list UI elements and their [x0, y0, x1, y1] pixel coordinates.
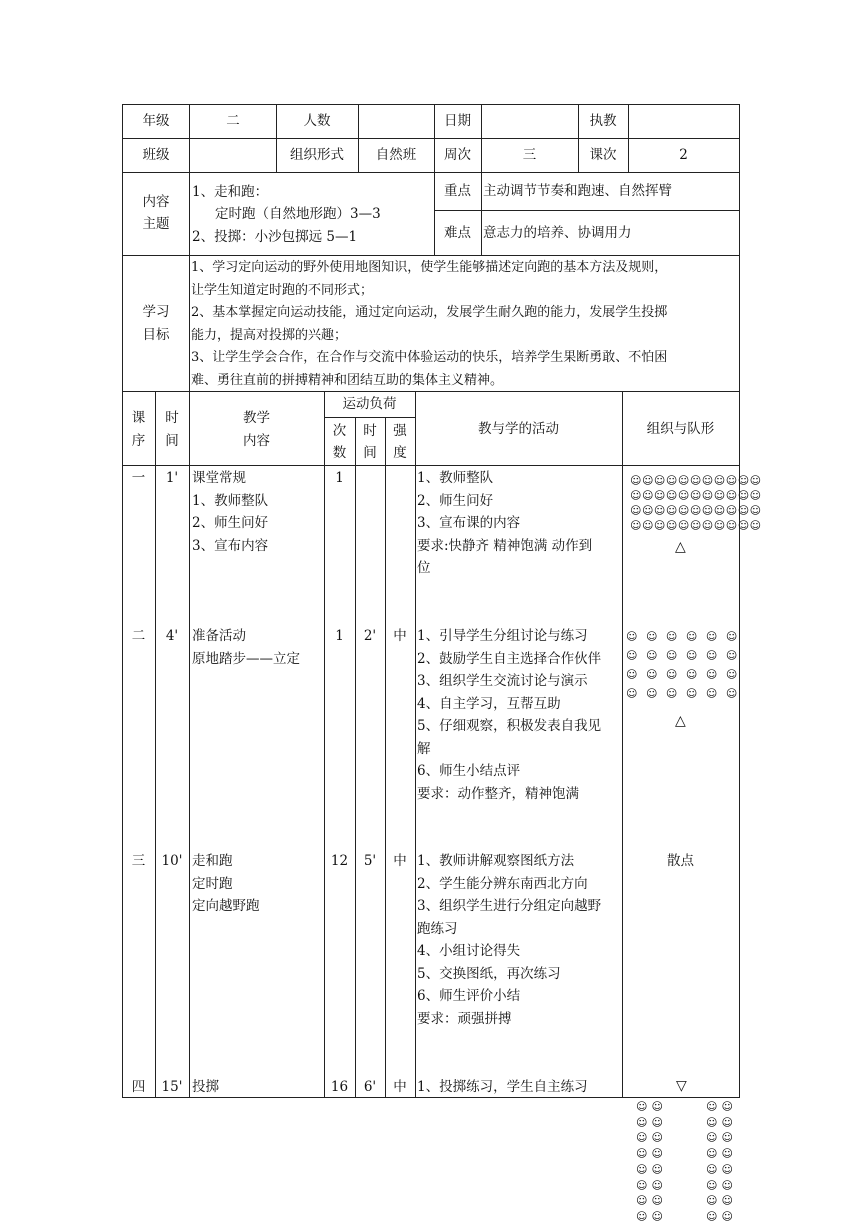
row3-count: 12: [330, 853, 349, 869]
row2-duration: 2': [363, 628, 377, 644]
formation-1-row-2: ☺☺☺☺☺☺☺☺☺☺☺: [630, 489, 762, 502]
row2-content-1: 准备活动: [192, 628, 246, 644]
row1-content-2: 1、教师整队: [192, 493, 269, 509]
row3-activity-4: 跑练习: [417, 921, 458, 937]
formation-1-row-4: ☺☺☺☺☺☺☺☺☺☺☺: [630, 519, 762, 532]
row3-activity-5: 4、小组讨论得失: [417, 943, 521, 959]
row1-activity-2: 2、师生问好: [417, 493, 494, 509]
row4-order: 四: [131, 1079, 146, 1095]
count-header-2: 数: [332, 445, 347, 461]
lesson-label: 课次: [589, 147, 617, 163]
formation-4-left-column: ☺☺ ☺☺ ☺☺ ☺☺ ☺☺ ☺☺ ☺☺ ☺☺: [636, 1100, 667, 1223]
triangle-down-icon: ▽: [676, 1078, 687, 1094]
row2-activity-1: 1、引导学生分组讨论与练习: [417, 628, 588, 644]
formation-2-row-3: ☺☺☺☺☺☺: [626, 668, 746, 681]
row3-content-2: 定时跑: [192, 876, 233, 892]
goal-line-2: 让学生知道定时跑的不同形式；: [191, 283, 374, 298]
row2-activity-4: 4、自主学习，互帮互助: [417, 696, 561, 712]
time-header-2: 间: [165, 433, 179, 449]
row3-formation: 散点: [667, 853, 694, 869]
goal-line-4: 能力，提高对投掷的兴趣；: [191, 328, 348, 343]
week-value: 三: [522, 147, 537, 163]
row4-content-1: 投掷: [192, 1079, 219, 1095]
activity-header: 教与学的活动: [478, 421, 559, 437]
focus-value: 主动调节节奏和跑速、自然挥臂: [483, 183, 672, 199]
row2-activity-3: 3、组织学生交流讨论与演示: [417, 673, 588, 689]
time-header-1: 时: [165, 410, 179, 426]
load-header: 运动负荷: [342, 396, 397, 412]
formation-2-row-2: ☺☺☺☺☺☺: [626, 649, 746, 662]
org-label: 组织形式: [290, 147, 344, 163]
week-label: 周次: [444, 147, 471, 163]
row3-duration: 5': [363, 853, 377, 869]
row4-activity-1: 1、投掷练习，学生自主练习: [417, 1079, 588, 1095]
grade-value: 二: [226, 113, 240, 129]
row3-activity-7: 6、师生评价小结: [417, 988, 521, 1004]
focus-label: 重点: [444, 183, 471, 199]
row3-activity-6: 5、交换图纸，再次练习: [417, 966, 561, 982]
duration-header-1: 时: [363, 423, 377, 439]
goal-line-5: 3、让学生学会合作，在合作与交流中体验运动的快乐，培养学生果断勇敢、不怕困: [191, 350, 668, 365]
row2-activity-2: 2、鼓励学生自主选择合作伙伴: [417, 651, 602, 667]
teach-header-1: 教学: [243, 410, 270, 426]
triangle-up-icon: △: [675, 539, 686, 555]
org-value: 自然班: [375, 147, 417, 163]
row1-activity-5: 位: [417, 560, 431, 576]
formation-2-row-4: ☺☺☺☺☺☺: [626, 687, 746, 700]
row3-content-1: 走和跑: [192, 853, 233, 869]
row3-content-3: 定向越野跑: [192, 898, 260, 914]
formation-2-row-1: ☺☺☺☺☺☺: [626, 630, 746, 643]
difficulty-label: 难点: [444, 225, 471, 241]
row4-duration: 6': [363, 1079, 377, 1095]
row1-content-4: 3、宣布内容: [192, 538, 269, 554]
order-header-2: 序: [131, 433, 146, 449]
order-header-1: 课: [131, 410, 146, 426]
row2-activity-8: 要求：动作整齐，精神饱满: [417, 786, 579, 802]
row3-activity-8: 要求：顽强拼搏: [417, 1011, 512, 1027]
row4-count: 16: [330, 1079, 349, 1095]
row3-intensity: 中: [393, 853, 407, 869]
row2-time: 4': [165, 628, 179, 644]
content-line-1: 1、走和跑：: [192, 184, 269, 200]
duration-header-2: 间: [363, 445, 377, 461]
grade-label: 年级: [142, 113, 170, 129]
content-label-2: 主题: [142, 216, 170, 232]
row1-activity-4: 要求:快静齐 精神饱满 动作到: [417, 538, 593, 554]
row3-activity-3: 3、组织学生进行分组定向越野: [417, 898, 602, 914]
row4-intensity: 中: [393, 1079, 407, 1095]
content-line-3: 2、投掷：小沙包掷远 5—1: [192, 229, 358, 245]
people-label: 人数: [303, 113, 331, 129]
row2-content-2: 原地踏步——立定: [192, 651, 300, 667]
row3-order: 三: [131, 853, 146, 869]
row1-time: 1': [165, 470, 179, 486]
intensity-header-1: 强: [393, 423, 407, 439]
row2-activity-6: 解: [417, 741, 431, 757]
row2-count: 1: [335, 628, 344, 644]
teach-header-2: 内容: [243, 433, 270, 449]
row2-order: 二: [131, 628, 146, 644]
date-label: 日期: [444, 113, 471, 129]
row3-time: 10': [161, 853, 183, 869]
class-label: 班级: [142, 147, 170, 163]
row1-activity-1: 1、教师整队: [417, 470, 494, 486]
row1-content-1: 课堂常规: [192, 470, 246, 486]
row3-activity-2: 2、学生能分辨东南西北方向: [417, 876, 588, 892]
lesson-value: 2: [679, 147, 688, 163]
content-label-1: 内容: [142, 194, 170, 210]
row4-time: 15': [161, 1079, 183, 1095]
row3-activity-1: 1、教师讲解观察图纸方法: [417, 853, 575, 869]
row2-activity-7: 6、师生小结点评: [417, 763, 521, 779]
intensity-header-2: 度: [393, 445, 407, 461]
row1-count: 1: [335, 470, 344, 486]
formation-header: 组织与队形: [646, 421, 715, 437]
row1-content-3: 2、师生问好: [192, 515, 269, 531]
formation-1-row-1: ☺☺☺☺☺☺☺☺☺☺☺: [630, 474, 762, 487]
goals-label-1: 学习: [142, 304, 170, 320]
teacher-label: 执教: [589, 113, 617, 129]
triangle-up-icon: △: [675, 713, 686, 729]
row2-activity-5: 5、仔细观察，积极发表自我见: [417, 718, 602, 734]
difficulty-value: 意志力的培养、协调用力: [483, 225, 632, 241]
content-line-2: 定时跑（自然地形跑）3—3: [215, 206, 381, 222]
row1-order: 一: [131, 470, 146, 486]
formation-1-row-3: ☺☺☺☺☺☺☺☺☺☺☺: [630, 504, 762, 517]
goal-line-1: 1、学习定向运动的野外使用地图知识，使学生能够描述定向跑的基本方法及规则，: [191, 260, 668, 275]
goal-line-6: 难、勇往直前的拼搏精神和团结互助的集体主义精神。: [191, 373, 504, 388]
goals-label-2: 目标: [142, 327, 170, 343]
formation-4-right-column: ☺☺ ☺☺ ☺☺ ☺☺ ☺☺ ☺☺ ☺☺ ☺☺: [706, 1100, 737, 1223]
row1-activity-3: 3、宣布课的内容: [417, 515, 521, 531]
row2-intensity: 中: [393, 628, 407, 644]
count-header-1: 次: [332, 423, 347, 439]
goal-line-3: 2、基本掌握定向运动技能，通过定向运动，发展学生耐久跑的能力，发展学生投掷: [191, 305, 668, 320]
